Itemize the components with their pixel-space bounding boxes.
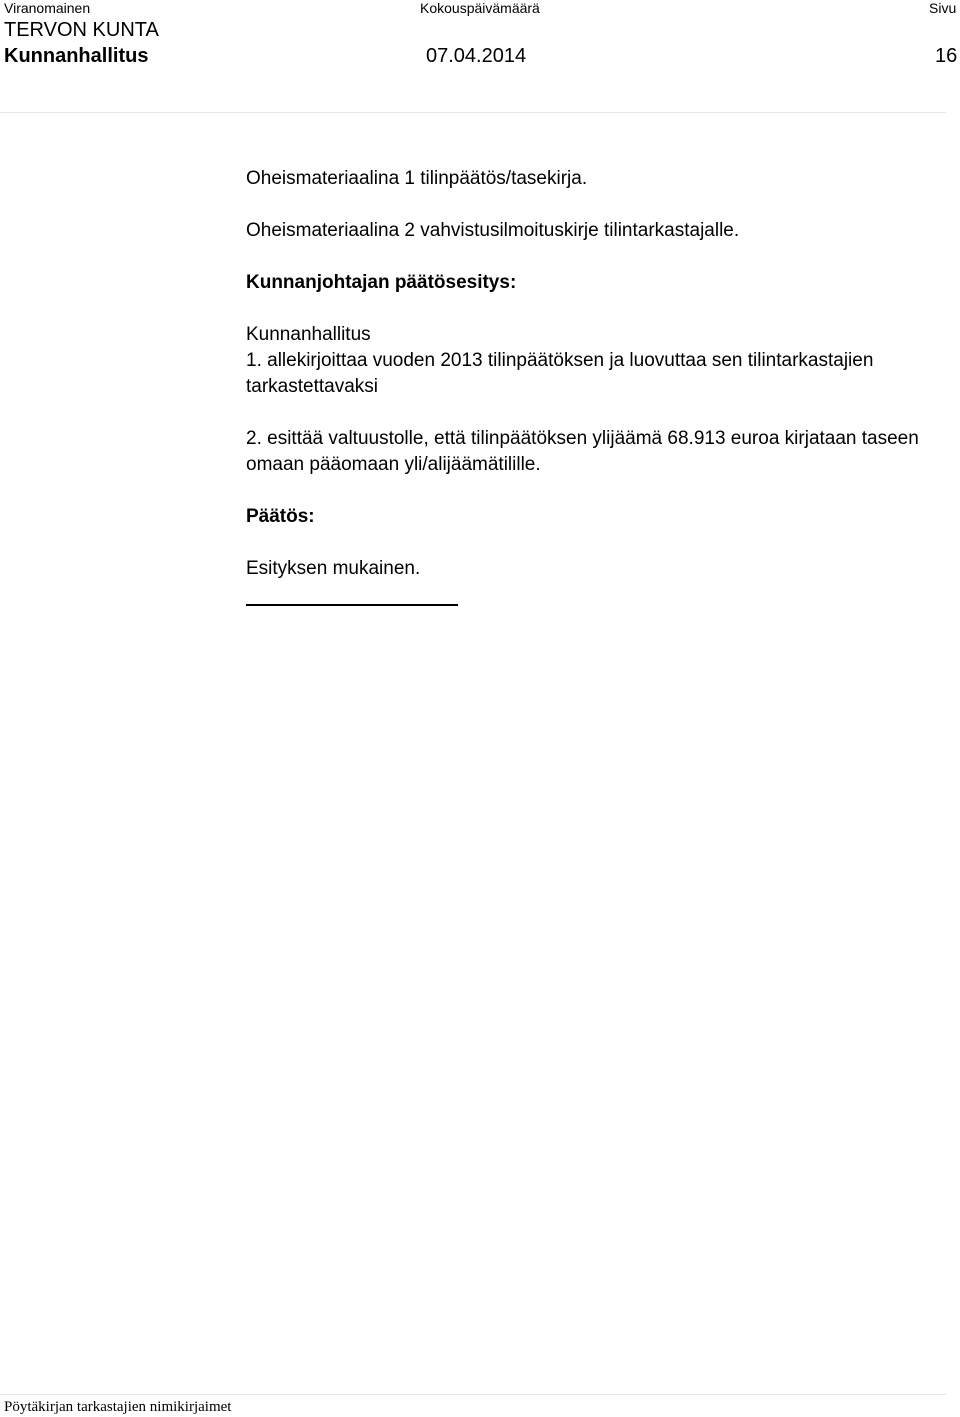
header-divider: [0, 112, 946, 113]
proposal-item-1: 1. allekirjoittaa vuoden 2013 tilinpäätöksen ja luovuttaa sen tilintarkastajien tarkastettavaksi: [246, 350, 874, 397]
decision-heading: Päätös:: [246, 506, 315, 527]
signature-initials-label: Pöytäkirjan tarkastajien nimikirjaimet: [4, 1399, 232, 1415]
meeting-date-label: Kokouspäivämäärä: [420, 0, 540, 16]
proposal-item-2: 2. esittää valtuustolle, että tilinpäätöksen ylijäämä 68.913 euroa kirjataan taseen omaan pääomaan yli/alijäämätilille.: [246, 428, 919, 475]
attachment-2: Oheismateriaalina 2 vahvistusilmoituskirje tilintarkastajalle.: [246, 220, 740, 241]
proposal-subject: Kunnanhallitus: [246, 324, 371, 345]
proposal-heading: Kunnanjohtajan päätösesitys:: [246, 272, 517, 293]
meeting-date: 07.04.2014: [426, 45, 527, 67]
document-body: [246, 166, 950, 582]
governing-body-name: Kunnanhallitus: [4, 45, 149, 67]
page-label: Sivu: [929, 0, 957, 16]
decision-text: Esityksen mukainen.: [246, 558, 421, 579]
page-number: 16: [935, 45, 958, 67]
attachment-1: Oheismateriaalina 1 tilinpäätös/tasekirja.: [246, 168, 588, 189]
authority-label: Viranomainen: [4, 0, 91, 16]
footer-divider: [0, 1394, 946, 1395]
end-of-section-line: [246, 604, 458, 606]
municipality-name: TERVON KUNTA: [4, 19, 159, 41]
